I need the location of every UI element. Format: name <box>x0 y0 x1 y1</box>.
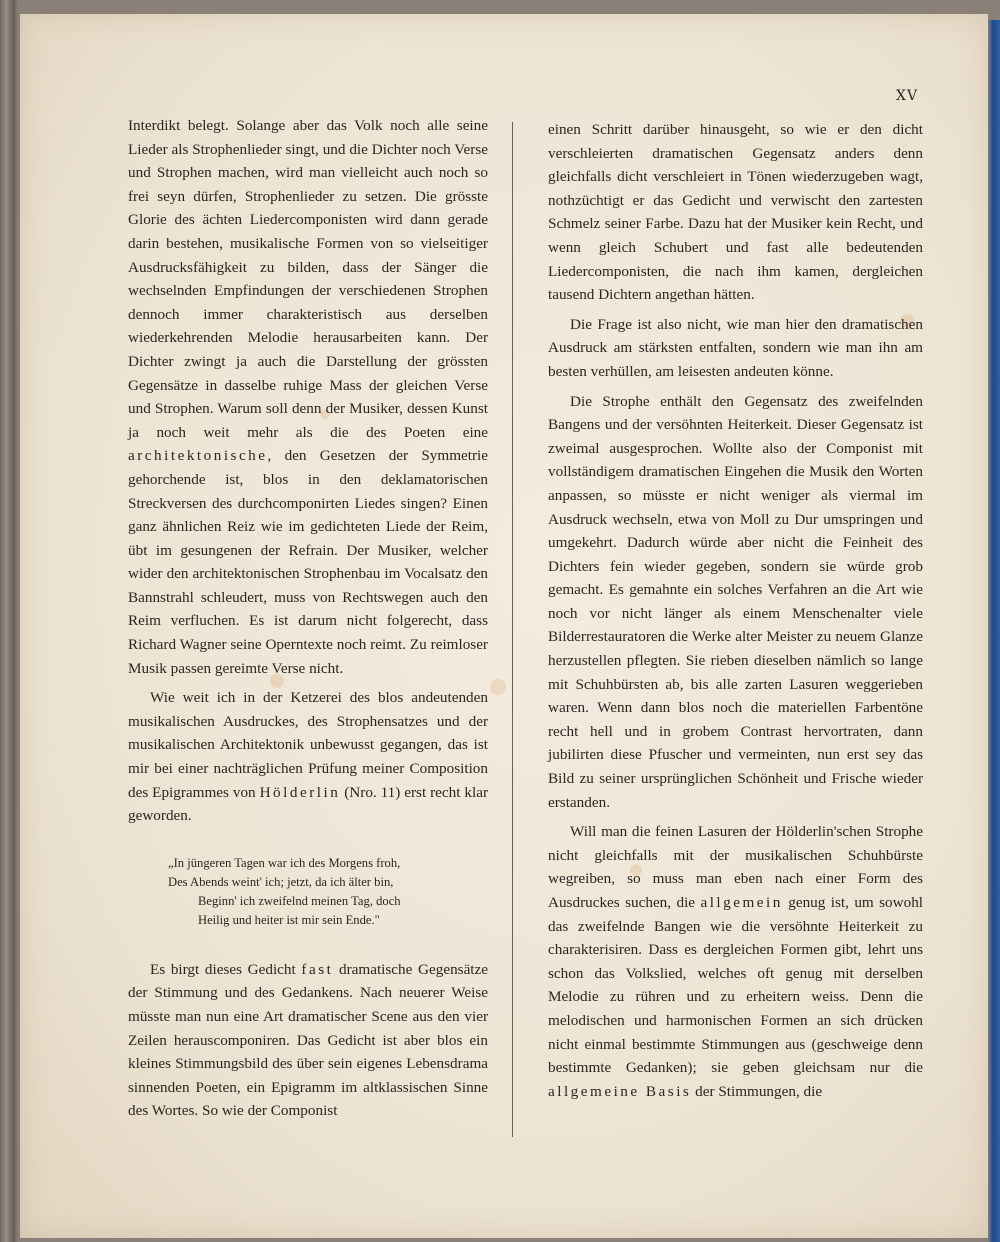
spaced-emphasis: architektonische <box>128 447 268 465</box>
text-run: Interdikt belegt. Solange aber das Volk noch alle seine Lieder als Strophenlieder singt, und die Dichter noch Verse und Strophen machen, wird man vielleicht auch noch so frei seyn dürfen, Strophenlieder zu setzen. Die grösste Glorie des ächten Liedercomponisten wird dann gerade darin bestehen, musikalische Formen von so vielseitiger Ausdrucksfähigkeit zu bilden, dass der Sänger die wechselnden Empfindungen der verschiedenen Strophen dennoch immer charakteristisch aus derselben wiederkehrenden Melodie herausarbeiten kann. Der Dichter zwingt ja auch die Darstellung der grössten Gegensätze in dasselbe ruhige Mass der gleichen Verse und Strophen. Warum soll denn der Musiker, dessen Kunst ja noch weit mehr als die des Poeten eine <box>128 117 488 441</box>
text-run: der Stimmungen, die <box>695 1082 823 1100</box>
spaced-emphasis: allgemein <box>700 894 783 911</box>
text-run: genug ist, um sowohl das zweifelnde Bangen wie die versöhnte Heiterkeit zu charakterisiren. Dass es dergleichen Formen gibt, lehrt uns schon das Volkslied, welches oft genug mit derselben Melodie zu rühren und zu erheitern weiss. Denn die melodischen und harmonischen Formen an sich drücken nicht einmal bestimmte Stimmungen aus (geschweige denn bestimmte Gedanken); sie geben gleichsam nur die <box>548 894 924 1077</box>
poem-line: Beginn' ich zweifelnd meinen Tag, doch <box>198 893 401 908</box>
paragraph: einen Schritt darüber hinausgeht, so wie er den dicht verschleierten dramatischen Gegensatz anders denn gleichfalls dicht verschleiert in Tönen wiederzugeben wagt, nothzüchtigt er das Gedicht und verwischt den zartesten Schmelz seiner Farbe. Dazu hat der Musiker kein Recht, und wenn gleich Schubert und fast alle bedeutenden Liedercomponisten, die nach ihm kamen, dergleichen tausend Dichtern angethan hätten. <box>548 121 923 304</box>
column-divider <box>512 122 513 1137</box>
right-column <box>548 118 923 1103</box>
text-run: Will man die feinen Lasuren der Hölderlin'schen Strophe nicht gleichfalls mit der musikalischen Schuhbürste wegreiben, so muss man eben nach einer Form des Ausdruckes suchen, die <box>548 823 923 911</box>
paragraph <box>128 958 488 1123</box>
spaced-emphasis: fast <box>301 960 334 978</box>
spaced-emphasis: allgemeine Basis <box>548 1082 692 1100</box>
paragraph <box>548 820 923 1103</box>
paragraph: Die Strophe enthält den Gegensatz des zweifelnden Bangens und der versöhnten Heiterkeit. Dieser Gegensatz ist zweimal ausgesprochen. Wollte also der Componist mit vollständigem dramatischen Eingehen die Musik den Worten anpassen, so müsste er nicht weniger als viermal im Ausdruck wechseln, etwa von Moll zu Dur umspringen und umgekehrt. Dadurch würde aber nicht die Feinheit des Dichters fein wieder gegeben, sondern sie würde grob gemacht. Es gemahnte ein solches Verfahren an die Art wie noch vor nicht länger als einem Menschenalter viele Bilderrestauratoren die Werke alter Meister zu neuem Glanze herzustellen pflegten. Sie rieben dieselben nämlich so lange mit Schuhbürsten ab, bis alle zarten Lasuren weggerieben waren. Wenn dann blos noch die materiellen Farbentöne recht hell und in grobem Contrast hervortraten, dann jubilirten diese Pfuscher und vermeinten, nun erst sey das Bild zu seiner ursprünglichen Schönheit und Frische wieder erstanden. <box>548 392 923 811</box>
paragraph <box>128 114 488 680</box>
text-run: Es birgt dieses Gedicht <box>150 960 296 978</box>
text-run: dramatische Gegensätze der Stimmung und des Gedankens. Nach neuerer Weise müsste man nun eine Art dramatischer Scene aus den vier Zeilen herauscomponiren. Das Gedicht ist aber blos ein kleines Stimmungsbild des über sein eigenes Lebensdrama sinnenden Poeten, ein Epigramm im altklassischen Sinne des Wortes. So wie der Componist <box>128 960 489 1120</box>
text-run: (Nro. 11) erst recht klar geworden. <box>128 783 489 825</box>
text-run: Wie weit ich in der Ketzerei des blos andeutenden musikalischen Ausdruckes, des Strophensatzes und der musikalischen Architektonik unbewusst gegangen, das ist mir bei einer nachträglichen Prüfung meiner Composition des Epigrammes von <box>128 689 488 801</box>
poem-line: Heilig und heiter ist mir sein Ende." <box>198 912 380 927</box>
poem-line: „In jüngeren Tagen war ich des Morgens froh, <box>168 855 401 870</box>
book-cover-edge <box>988 20 1000 1242</box>
poem-line: Des Abends weint' ich; jetzt, da ich älter bin, <box>168 874 394 889</box>
left-column <box>128 114 488 1123</box>
page-number: XV <box>896 88 919 104</box>
spaced-emphasis: Hölderlin <box>259 783 341 801</box>
paragraph <box>128 686 488 828</box>
paragraph: Die Frage ist also nicht, wie man hier den dramatischen Ausdruck am stärksten entfalten, sondern wie man ihn am besten verhüllen, am leisesten andeuten könne. <box>548 315 923 380</box>
poem-quote <box>168 854 488 930</box>
text-run: , den Gesetzen der Symmetrie gehorchende ist, blos in den deklamatorischen Streckversen des durchcomponirten Liedes singen? Einen ganz ähnlichen Reiz wie im gedichteten Liede der Reim, übt im gesungenen der Refrain. Der Musiker, welcher wider den architektonischen Strophenbau im Vocalsatz den Bannstrahl schleudert, muss von Rechtswegen auch den Reim verfluchen. Es ist darum nicht folgerecht, dass Richard Wagner seine Operntexte noch reimt. Zu reimloser Musik passen gereimte Verse nicht. <box>128 447 488 677</box>
paper-stain <box>490 679 506 695</box>
